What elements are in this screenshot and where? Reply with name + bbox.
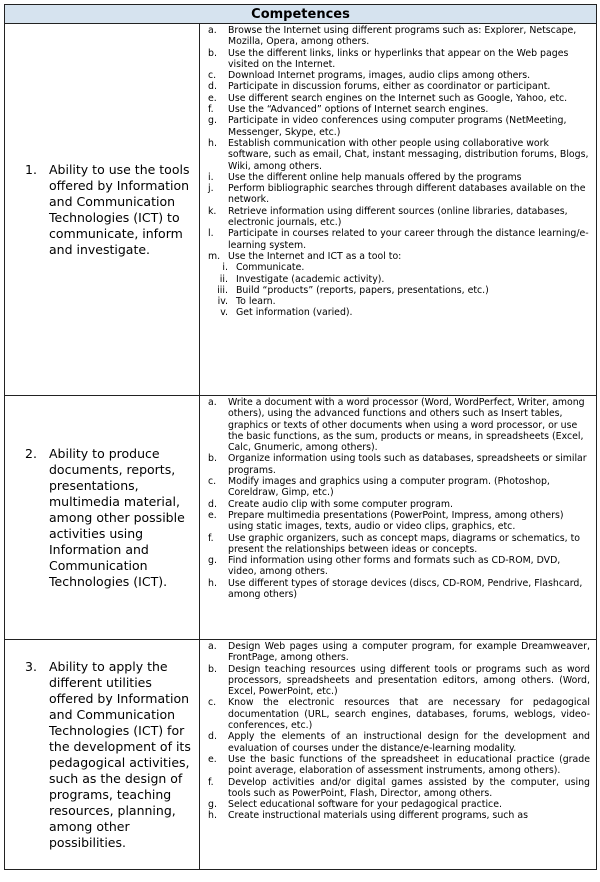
item-letter: d. <box>208 498 217 510</box>
item-text: Organize information using tools such as databases, spreadsheets or similar programs. <box>228 453 587 476</box>
list-item <box>200 104 590 115</box>
item-letter: g. <box>208 555 217 567</box>
item-letter: b. <box>208 663 217 675</box>
list-item <box>200 810 590 821</box>
sub-item <box>200 307 590 318</box>
item-letter: d. <box>208 731 217 743</box>
header-row <box>5 5 597 24</box>
competence-cell <box>5 396 200 640</box>
list-item <box>200 48 590 71</box>
list-item <box>200 183 590 206</box>
list-item <box>200 251 590 262</box>
sub-text: Communicate. <box>236 262 305 274</box>
item-text: Use the different links, links or hyperlinks that appear on the Web pages visited on the Internet. <box>228 47 569 70</box>
list-item <box>200 397 590 453</box>
competence-text: Ability to use the tools offered by Information and Communication Technologies (ICT) to communicate, inform and investigate. <box>49 161 190 257</box>
item-letter: h. <box>208 137 217 149</box>
list-item <box>200 731 590 754</box>
item-text: Participate in video conferences using computer programs (NetMeeting, Messenger, Skype, etc.) <box>228 115 567 138</box>
item-letter: f. <box>208 104 214 116</box>
item-letter: m. <box>208 250 221 262</box>
item-letter: a. <box>208 25 217 36</box>
competences-sheet <box>4 4 596 870</box>
skills-cell <box>200 640 597 870</box>
item-text: Know the electronic resources that are necessary for pedagogical documentation (URL, search engines, databases, forums, weblogs, video-conferences, etc.) <box>228 697 590 732</box>
item-letter: c. <box>208 697 217 709</box>
item-text: Develop activities and/or digital games assisted by the computer, using tools such as PowerPoint, Flash, Director, among others. <box>228 776 590 799</box>
list-item <box>200 664 590 698</box>
sub-numeral: i. <box>222 262 228 274</box>
item-text: Use the different online help manuals offered by the programs <box>228 171 522 183</box>
item-letter: a. <box>208 397 217 408</box>
item-letter: f. <box>208 776 214 788</box>
table-header: Competences <box>5 5 597 24</box>
item-letter: c. <box>208 476 217 488</box>
sub-text: Build “products” (reports, papers, presentations, etc.) <box>236 284 489 296</box>
list-item <box>200 476 590 499</box>
list-item <box>200 777 590 800</box>
sub-item <box>200 296 590 307</box>
list-item <box>200 641 590 664</box>
item-letter: c. <box>208 70 217 82</box>
list-item <box>200 138 590 172</box>
sub-item <box>200 262 590 273</box>
competence-number: 2. <box>25 445 37 461</box>
item-text: Prepare multimedia presentations (PowerPoint, Impress, among others) using static images, texts, audio or video clips, graphics, etc. <box>228 509 564 533</box>
list-item <box>200 70 590 81</box>
skills-cell <box>200 24 597 396</box>
list-item <box>200 533 590 556</box>
item-letter: h. <box>208 810 217 822</box>
item-text: Use different types of storage devices (discs, CD-ROM, Pendrive, Flashcard, among others) <box>228 577 583 601</box>
item-text: Modify images and graphics using a computer program. (Photoshop, Coreldraw, Gimp, etc.) <box>228 476 550 499</box>
item-letter: l. <box>208 228 214 240</box>
competence-row <box>5 640 597 870</box>
item-text: Download Internet programs, images, audio clips among others. <box>228 70 531 82</box>
item-letter: j. <box>208 183 214 195</box>
item-text: Write a document with a word processor (Word, WordPerfect, Writer, among others), using the advanced functions and others such as Insert tables, graphics or texts of other documents when using a word processor, or use the basic functions, as the sum, products or means, in spreadsheets (Excel, Calc, Gnumeric, among others). <box>228 397 585 454</box>
item-letter: k. <box>208 205 217 217</box>
skills-list <box>200 25 590 262</box>
item-text: Use different search engines on the Internet such as Google, Yahoo, etc. <box>228 92 568 104</box>
sub-numeral: v. <box>220 307 228 319</box>
competence-text: Ability to apply the different utilities offered by Information and Communication Technologies (ICT) for the development of its pedagogical activities, such as the design of programs, teaching resources, planning, among other possibilities. <box>49 658 191 850</box>
list-item <box>200 510 590 533</box>
item-text: Use the Internet and ICT as a tool to: <box>228 250 402 262</box>
sub-text: Get information (varied). <box>236 307 353 319</box>
item-text: Perform bibliographic searches through different databases available on the network. <box>228 183 586 206</box>
item-letter: f. <box>208 532 214 544</box>
item-letter: b. <box>208 453 217 465</box>
list-item <box>200 555 590 578</box>
item-text: Find information using other forms and formats such as CD-ROM, DVD, video, among others. <box>228 555 561 578</box>
item-text: Establish communication with other people using collaborative work software, such as email, Chat, instant messaging, distribution forums, Blogs, Wiki, among others. <box>228 137 589 172</box>
list-item <box>200 206 590 229</box>
competence-number: 3. <box>25 658 37 674</box>
list-item <box>200 453 590 476</box>
item-text: Retrieve information using different sources (online libraries, databases, electronic journals, etc.) <box>228 205 568 229</box>
item-text: Create instructional materials using different programs, such as <box>228 810 528 822</box>
sub-text: To learn. <box>236 296 276 308</box>
list-item <box>200 228 590 251</box>
sub-numeral: ii. <box>219 273 228 285</box>
list-item <box>200 25 590 48</box>
list-item <box>200 115 590 138</box>
item-letter: d. <box>208 81 217 93</box>
list-item <box>200 499 590 510</box>
competence-cell <box>5 640 200 870</box>
item-text: Design teaching resources using different tools or programs such as word processors, spreadsheets and presentation editors, among others. (Word, Excel, PowerPoint, etc.) <box>228 663 590 698</box>
sub-numeral: iii. <box>217 284 228 296</box>
item-letter: a. <box>208 641 217 652</box>
list-item <box>200 93 590 104</box>
item-text: Select educational software for your pedagogical practice. <box>228 799 502 811</box>
competences-table <box>4 4 597 870</box>
item-text: Use the basic functions of the spreadsheet in educational practice (grade point average, elaboration of assessment instruments, among others). <box>228 753 590 777</box>
item-letter: e. <box>208 509 217 521</box>
item-text: Use the “Advanced” options of Internet search engines. <box>228 104 489 116</box>
item-letter: e. <box>208 753 217 765</box>
item-text: Use graphic organizers, such as concept maps, diagrams or schematics, to present the relationships between ideas or concepts. <box>228 532 581 555</box>
item-text: Apply the elements of an instructional design for the development and evaluation of courses under the distance/e-learning modality. <box>228 731 590 754</box>
competence-row <box>5 396 597 640</box>
sub-item <box>200 274 590 285</box>
competence-row <box>5 24 597 396</box>
skills-list <box>200 641 590 822</box>
item-text: Participate in discussion forums, either as coordinator or participant. <box>228 81 551 93</box>
list-item <box>200 172 590 183</box>
item-letter: i. <box>208 171 214 183</box>
competence-cell <box>5 24 200 396</box>
skills-list <box>200 397 590 600</box>
item-letter: b. <box>208 47 217 59</box>
competence-number: 1. <box>25 161 37 177</box>
item-text: Participate in courses related to your career through the distance learning/e-learning system. <box>228 228 589 251</box>
item-text: Create audio clip with some computer program. <box>228 498 453 510</box>
item-letter: e. <box>208 92 217 104</box>
sub-numeral: iv. <box>217 296 228 308</box>
list-item <box>200 697 590 731</box>
list-item <box>200 799 590 810</box>
item-letter: h. <box>208 577 217 589</box>
item-text: Browse the Internet using different programs such as: Explorer, Netscape, Mozilla, Opera, among others. <box>228 25 577 48</box>
sub-text: Investigate (academic activity). <box>236 273 385 285</box>
competence-text: Ability to produce documents, reports, presentations, multimedia material, among other possible activities using Information and Communication Technologies (ICT). <box>49 445 185 589</box>
item-letter: g. <box>208 799 217 811</box>
list-item <box>200 578 590 601</box>
sub-item <box>200 285 590 296</box>
item-text: Design Web pages using a computer program, for example Dreamweaver, FrontPage, among others. <box>228 641 590 664</box>
list-item <box>200 754 590 777</box>
item-letter: g. <box>208 115 217 127</box>
sub-list <box>200 262 590 318</box>
list-item <box>200 81 590 92</box>
skills-cell <box>200 396 597 640</box>
